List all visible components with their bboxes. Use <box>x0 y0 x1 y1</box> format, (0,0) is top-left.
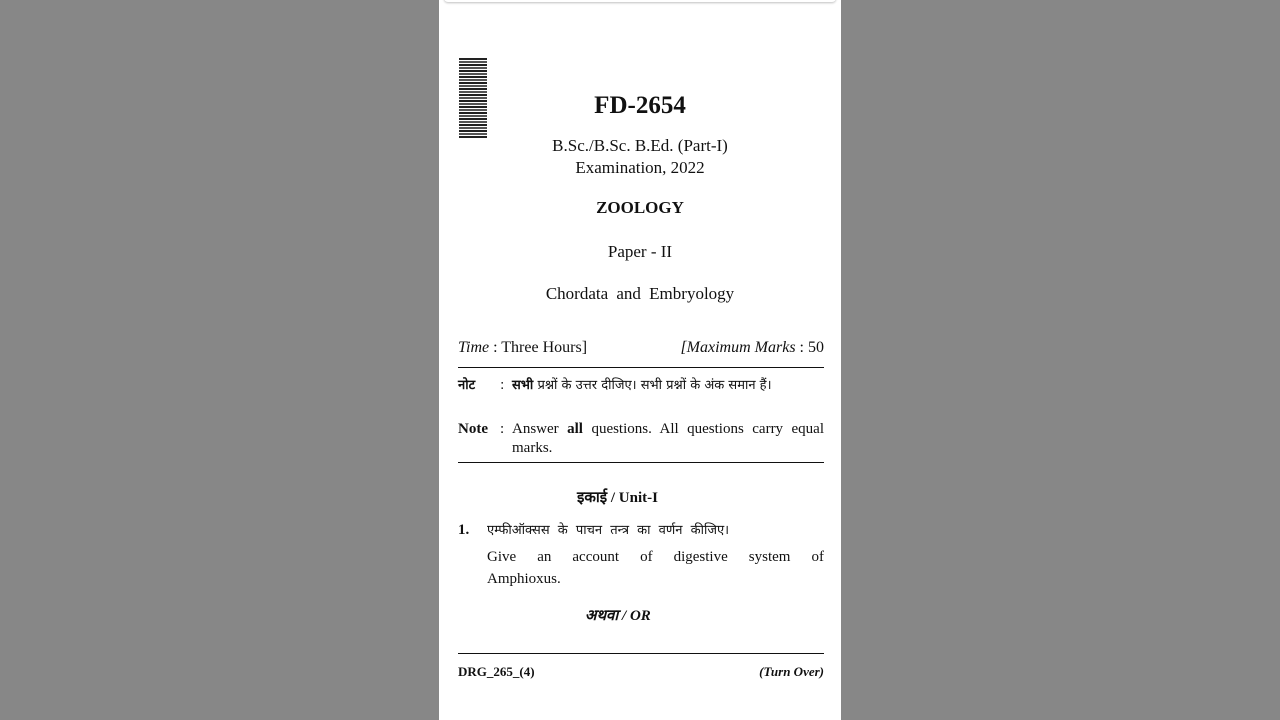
unit-heading: इकाई / Unit-I <box>577 490 658 506</box>
question-hindi: एम्फीऑक्सस के पाचन तन्त्र का वर्णन कीजिए। <box>487 523 730 538</box>
paper-title: Chordata and Embryology <box>545 284 735 303</box>
turn-over: (Turn Over) <box>759 664 824 679</box>
course: B.Sc./B.Sc. B.Ed. (Part-I) <box>552 136 728 155</box>
question-english: Give an account of digestive system of Amphioxus. <box>487 549 824 587</box>
footer <box>458 664 824 680</box>
question-number: 1. <box>458 522 470 538</box>
page-top-edge <box>444 0 836 2</box>
subject: ZOOLOGY <box>596 198 684 217</box>
note-hi-bold: सभी <box>512 378 534 393</box>
note-en-text: questions. All questions carry equal marks. <box>512 421 825 456</box>
paper-number: Paper - II <box>607 242 673 261</box>
exam-year: Examination, 2022 <box>575 158 705 177</box>
marks-label: [Maximum Marks <box>680 339 796 356</box>
marks-value: : 50 <box>799 339 824 356</box>
paper-code: FD-2654 <box>594 92 686 119</box>
question-1 <box>458 520 824 590</box>
note-hindi: नोट : सभी प्रश्नों के उत्तर दीजिए। सभी प्रश्नों के अंक समान हैं। <box>458 374 824 397</box>
note-hi-text: प्रश्नों के उत्तर दीजिए। सभी प्रश्नों के अंक समान हैं। <box>537 378 772 393</box>
time-marks-row <box>458 339 824 357</box>
or-separator: अथवा / OR <box>585 608 651 624</box>
note-en-pre: Answer <box>512 421 559 437</box>
note-english: Note : Answer all questions. All questions carry equal marks. <box>458 421 825 456</box>
note-hi-label: नोट <box>458 378 476 393</box>
note-en-bold: all <box>567 421 583 437</box>
note-en-label: Note <box>458 421 488 437</box>
footer-code: DRG_265_(4) <box>458 664 535 679</box>
time-value: : Three Hours] <box>493 339 588 356</box>
time-label: Time <box>458 339 490 356</box>
